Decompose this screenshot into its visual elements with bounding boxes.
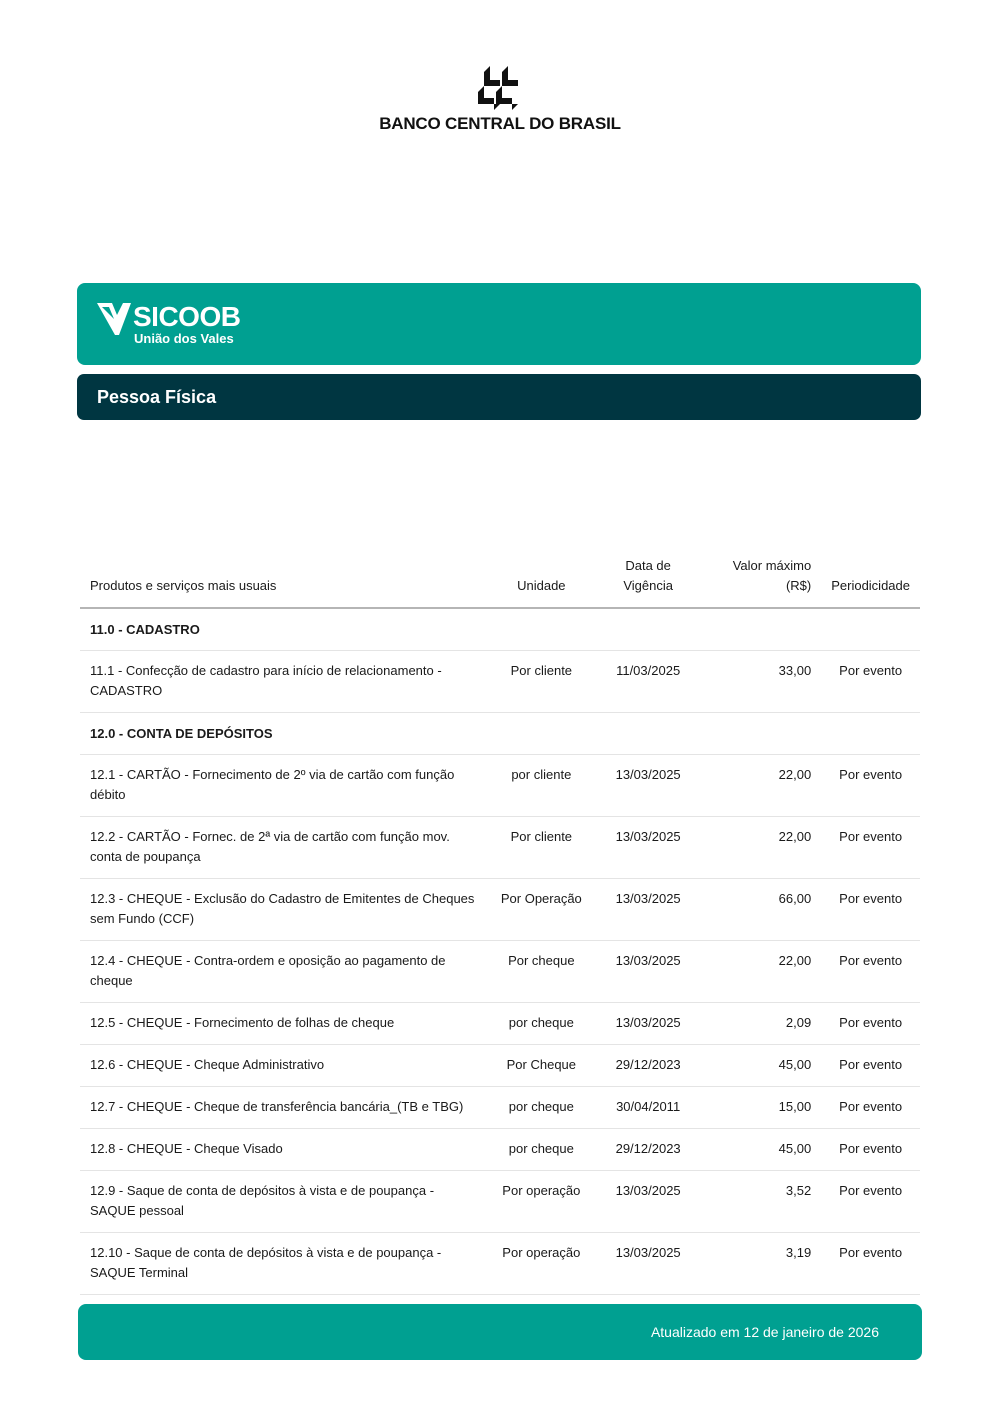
row-unit: por cheque <box>488 1087 595 1129</box>
table-row <box>80 941 920 1003</box>
row-date: 13/03/2025 <box>595 1233 702 1295</box>
table-row <box>80 1045 920 1087</box>
bcb-name: BANCO CENTRAL DO BRASIL <box>379 114 621 133</box>
header-value <box>702 552 822 608</box>
bcb-header <box>0 64 1000 134</box>
section-title: Pessoa Física <box>77 374 921 420</box>
table-row <box>80 1087 920 1129</box>
table-row <box>80 1129 920 1171</box>
row-periodicity: Por evento <box>821 1045 920 1087</box>
category-label: 11.0 - CADASTRO <box>80 608 920 651</box>
row-unit: Por Cheque <box>488 1045 595 1087</box>
row-value: 45,00 <box>702 1045 822 1087</box>
header-date-line1: Data de <box>625 558 671 573</box>
row-value: 2,09 <box>702 1003 822 1045</box>
row-value: 3,52 <box>702 1171 822 1233</box>
table-row <box>80 817 920 879</box>
row-product: 12.10 - Saque de conta de depósitos à vista e de poupança - SAQUE Terminal <box>80 1233 488 1295</box>
table-header-row <box>80 552 920 608</box>
row-date: 29/12/2023 <box>595 1045 702 1087</box>
row-periodicity: Por evento <box>821 755 920 817</box>
row-date: 13/03/2025 <box>595 879 702 941</box>
row-periodicity: Por evento <box>821 1087 920 1129</box>
header-date <box>595 552 702 608</box>
table-row <box>80 1233 920 1295</box>
category-row <box>80 608 920 651</box>
table-row <box>80 651 920 713</box>
row-product: 12.3 - CHEQUE - Exclusão do Cadastro de Emitentes de Cheques sem Fundo (CCF) <box>80 879 488 941</box>
bcb-logo-icon <box>475 64 525 110</box>
row-product: 12.5 - CHEQUE - Fornecimento de folhas de cheque <box>80 1003 488 1045</box>
row-product: 12.7 - CHEQUE - Cheque de transferência bancária_(TB e TBG) <box>80 1087 488 1129</box>
row-unit: Por operação <box>488 1171 595 1233</box>
sicoob-logo-icon <box>97 303 131 335</box>
row-date: 13/03/2025 <box>595 817 702 879</box>
header-unit: Unidade <box>488 552 595 608</box>
sicoob-banner <box>77 283 921 365</box>
sicoob-logo <box>97 303 240 347</box>
row-periodicity: Por evento <box>821 817 920 879</box>
row-value: 33,00 <box>702 651 822 713</box>
row-periodicity: Por evento <box>821 941 920 1003</box>
row-product: 12.6 - CHEQUE - Cheque Administrativo <box>80 1045 488 1087</box>
row-product: 11.1 - Confecção de cadastro para início de relacionamento - CADASTRO <box>80 651 488 713</box>
row-unit: por cheque <box>488 1129 595 1171</box>
row-product: 12.2 - CARTÃO - Fornec. de 2ª via de cartão com função mov. conta de poupança <box>80 817 488 879</box>
row-periodicity: Por evento <box>821 1129 920 1171</box>
header-value-line2: (R$) <box>785 578 812 593</box>
row-unit: Por Operação <box>488 879 595 941</box>
fees-table <box>80 552 920 1295</box>
header-product: Produtos e serviços mais usuais <box>80 552 488 608</box>
row-periodicity: Por evento <box>821 879 920 941</box>
row-date: 29/12/2023 <box>595 1129 702 1171</box>
row-periodicity: Por evento <box>821 1171 920 1233</box>
row-unit: Por cliente <box>488 817 595 879</box>
row-value: 66,00 <box>702 879 822 941</box>
row-date: 13/03/2025 <box>595 941 702 1003</box>
footer-updated: Atualizado em 12 de janeiro de 2026 <box>78 1304 922 1360</box>
row-periodicity: Por evento <box>821 651 920 713</box>
row-product: 12.4 - CHEQUE - Contra-ordem e oposição ao pagamento de cheque <box>80 941 488 1003</box>
row-unit: Por cheque <box>488 941 595 1003</box>
row-date: 13/03/2025 <box>595 755 702 817</box>
row-unit: Por operação <box>488 1233 595 1295</box>
category-label: 12.0 - CONTA DE DEPÓSITOS <box>80 713 920 755</box>
row-value: 45,00 <box>702 1129 822 1171</box>
header-value-line1: Valor máximo <box>732 558 812 573</box>
row-date: 13/03/2025 <box>595 1171 702 1233</box>
table-row <box>80 879 920 941</box>
row-product: 12.9 - Saque de conta de depósitos à vista e de poupança - SAQUE pessoal <box>80 1171 488 1233</box>
header-periodicity: Periodicidade <box>821 552 920 608</box>
category-row <box>80 713 920 755</box>
table-row <box>80 755 920 817</box>
header-date-line2: Vigência <box>623 578 673 593</box>
row-date: 11/03/2025 <box>595 651 702 713</box>
row-value: 3,19 <box>702 1233 822 1295</box>
sicoob-subbrand: União dos Vales <box>134 331 234 346</box>
row-periodicity: Por evento <box>821 1233 920 1295</box>
row-unit: por cliente <box>488 755 595 817</box>
sicoob-brand: SICOOB <box>133 301 241 332</box>
row-value: 22,00 <box>702 817 822 879</box>
row-product: 12.8 - CHEQUE - Cheque Visado <box>80 1129 488 1171</box>
row-value: 22,00 <box>702 755 822 817</box>
row-value: 22,00 <box>702 941 822 1003</box>
row-periodicity: Por evento <box>821 1003 920 1045</box>
row-date: 13/03/2025 <box>595 1003 702 1045</box>
row-value: 15,00 <box>702 1087 822 1129</box>
row-product: 12.1 - CARTÃO - Fornecimento de 2º via de cartão com função débito <box>80 755 488 817</box>
table-row <box>80 1171 920 1233</box>
row-date: 30/04/2011 <box>595 1087 702 1129</box>
table-row <box>80 1003 920 1045</box>
row-unit: por cheque <box>488 1003 595 1045</box>
row-unit: Por cliente <box>488 651 595 713</box>
